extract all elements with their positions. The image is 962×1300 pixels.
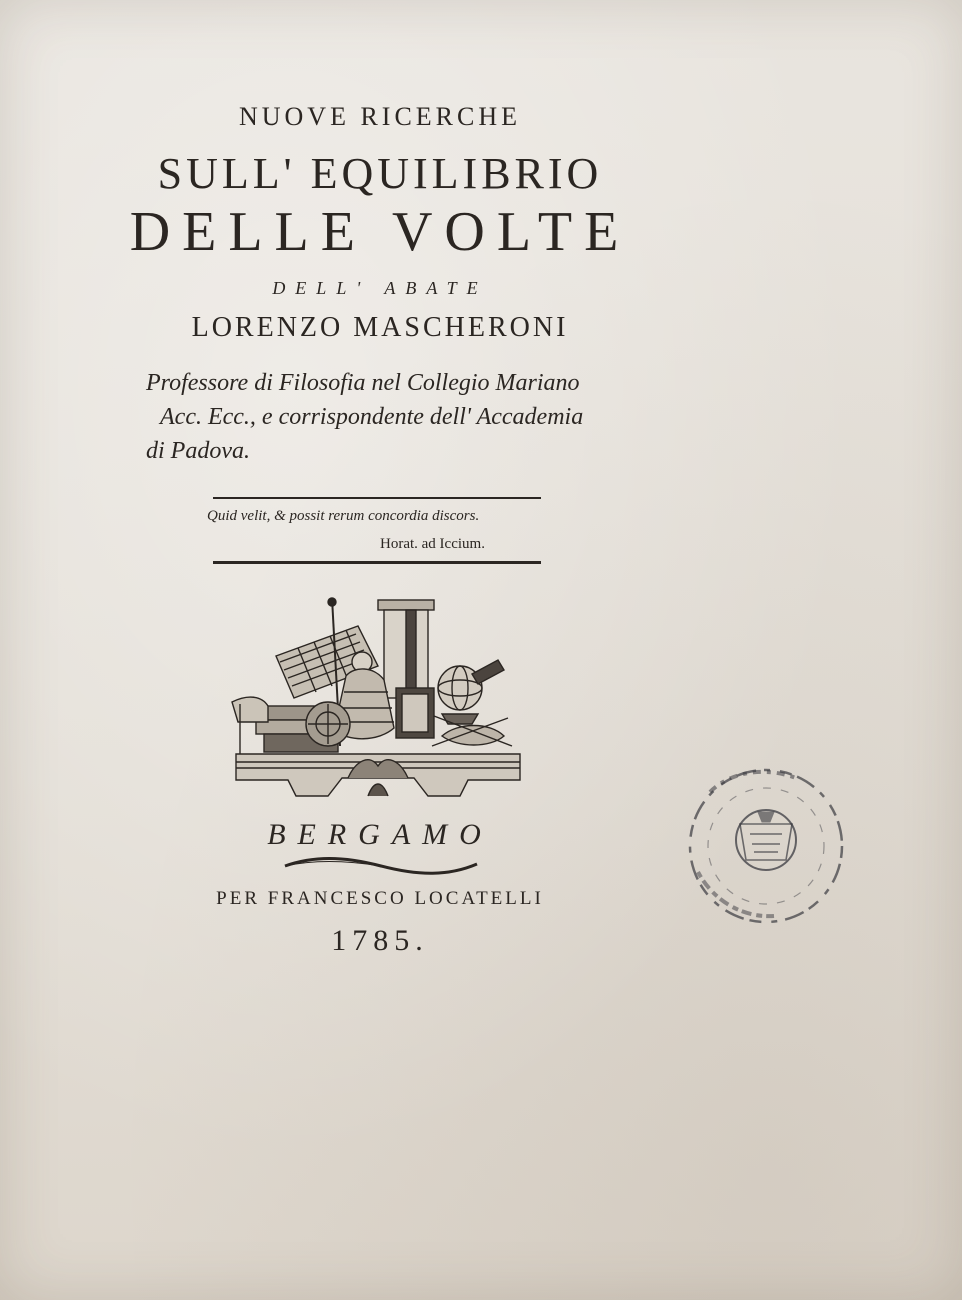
epigraph-bottom-rule <box>213 561 541 564</box>
ornamental-swash <box>283 854 479 876</box>
title-line-1: NUOVE RICERCHE <box>238 102 522 131</box>
epigraph-source: Horat. ad Iccium. <box>380 536 485 552</box>
imprint-year: 1785. <box>331 924 429 957</box>
author-name: LORENZO MASCHERONI <box>191 312 569 343</box>
epigraph-top-rule <box>213 497 541 499</box>
affiliation-line: di Padova. <box>146 438 250 464</box>
author-affiliation <box>146 366 626 468</box>
imprint-printer: PER FRANCESCO LOCATELLI <box>216 888 544 909</box>
printer-vignette <box>228 596 528 806</box>
title-line-2: SULL' EQUILIBRIO <box>157 149 603 198</box>
title-line-3: DELLE VOLTE <box>129 201 631 263</box>
affiliation-line: Professore di Filosofia nel Collegio Mariano <box>146 370 580 396</box>
imprint-place: BERGAMO <box>267 818 493 851</box>
affiliation-line: Acc. Ecc., e corrispondente dell' Accademia <box>160 404 584 430</box>
library-stamp <box>674 752 854 932</box>
byline: DELL' ABATE <box>272 278 488 298</box>
epigraph: Quid velit, & possit rerum concordia discors. <box>207 508 480 524</box>
